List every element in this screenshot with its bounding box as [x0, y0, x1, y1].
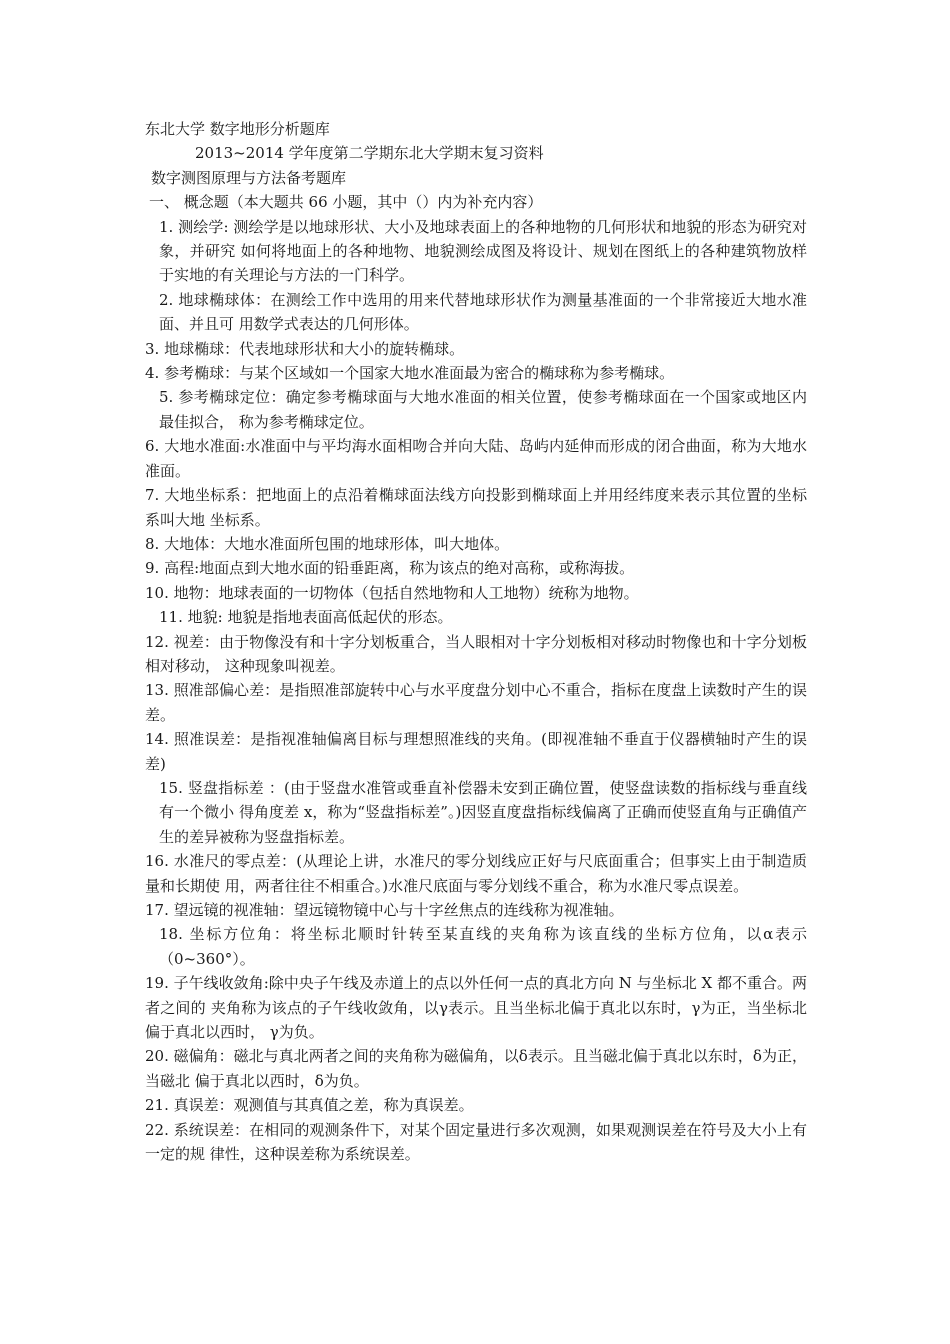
concept-item-1: 1. 测绘学: 测绘学是以地球形状、大小及地球表面上的各种地物的几何形状和地貌的形态为研究对象，并研究 如何将地面上的各种地物、地貌测绘成图及将设计、规划在图纸上的各种建筑物放样于实地的有关理论与方法的一门科学。	[159, 217, 807, 285]
concept-item-16: 16. 水准尺的零点差：(从理论上讲，水准尺的零分划线应正好与尺底面重合；但事实上由于制造质量和长期使 用，两者往往不相重合。)水准尺底面与零分划线不重合，称为水准尺零点误差。	[145, 852, 807, 895]
concept-item-2: 2. 地球椭球体：在测绘工作中选用的用来代替地球形状作为测量基准面的一个非常接近大地水准面、并且可 用数学式表达的几何形体。	[159, 290, 807, 334]
concept-item-10: 10. 地物：地球表面的一切物体（包括自然地物和人工地物）统称为地物。	[145, 583, 639, 602]
concept-item-3: 3. 地球椭球：代表地球形状和大小的旋转椭球。	[145, 339, 465, 358]
concept-item-15: 15. 竖盘指标差 ：(由于竖盘水准管或垂直补偿器未安到正确位置，使竖盘读数的指标线与垂直线有一个微小 得角度差 x，称为“竖盘指标差”。)因竖直度盘指标线偏离了正确而使竖直角与正确值产生的差异被称为竖盘指标差。	[159, 778, 807, 846]
concept-item-13: 13. 照准部偏心差：是指照准部旋转中心与水平度盘分划中心不重合，指标在度盘上读数时产生的误差。	[145, 681, 807, 724]
concept-item-20: 20. 磁偏角：磁北与真北两者之间的夹角称为磁偏角，以δ表示。且当磁北偏于真北以东时，δ为正，当磁北 偏于真北以西时，δ为负。	[145, 1047, 807, 1090]
doc-header-school: 东北大学 数字地形分析题库	[145, 120, 330, 138]
concept-item-12: 12. 视差：由于物像没有和十字分划板重合，当人眼相对十字分划板相对移动时物像也和十字分划板相对移动， 这种现象叫视差。	[145, 632, 807, 675]
concept-item-21: 21. 真误差：观测值与其真值之差，称为真误差。	[145, 1096, 474, 1115]
concept-item-17: 17. 望远镜的视准轴：望远镜物镜中心与十字丝焦点的连线称为视准轴。	[145, 901, 624, 919]
concept-item-22: 22. 系统误差：在相同的观测条件下，对某个固定量进行多次观测，如果观测误差在符号及大小上有一定的规 律性，这种误差称为系统误差。	[145, 1120, 807, 1164]
concept-item-14: 14. 照准误差：是指视准轴偏离目标与理想照准线的夹角。(即视准轴不垂直于仪器横轴时产生的误差)	[145, 730, 807, 773]
document-body	[145, 117, 807, 1166]
section-heading: 一、 概念题（本大题共 66 小题，其中（）内为补充内容）	[149, 193, 543, 212]
concept-item-18: 18. 坐标方位角：将坐标北顺时针转至某直线的夹角称为该直线的坐标方位角，以α表示（0~360°）。	[159, 925, 807, 968]
concept-item-9: 9. 高程:地面点到大地水面的铅垂距离，称为该点的绝对高称，或称海拔。	[145, 559, 635, 578]
concept-item-19: 19. 子午线收敛角:除中央子午线及赤道上的点以外任何一点的真北方向 N 与坐标北 X 都不重合。两者之间的 夹角称为该点的子午线收敛角，以γ表示。且当坐标北偏于真北以东时，γ为正，当坐标北偏于真北以西时， γ为负。	[145, 974, 807, 1042]
concept-item-5: 5. 参考椭球定位：确定参考椭球面与大地水准面的相关位置，使参考椭球面在一个国家或地区内最佳拟合， 称为参考椭球定位。	[159, 388, 807, 431]
concept-item-11: 11. 地貌: 地貌是指地表面高低起伏的形态。	[159, 608, 453, 627]
concept-item-7: 7. 大地坐标系：把地面上的点沿着椭球面法线方向投影到椭球面上并用经纬度来表示其位置的坐标系叫大地 坐标系。	[145, 486, 807, 529]
concept-item-8: 8. 大地体：大地水准面所包围的地球形体，叫大地体。	[145, 534, 510, 553]
concept-item-6: 6. 大地水准面:水准面中与平均海水面相吻合并向大陆、岛屿内延伸而形成的闭合曲面，称为大地水准面。	[145, 437, 807, 480]
doc-header-subject: 数字测图原理与方法备考题库	[151, 168, 347, 187]
concept-item-4: 4. 参考椭球：与某个区域如一个国家大地水准面最为密合的椭球称为参考椭球。	[145, 364, 675, 383]
doc-header-term: 2013~2014 学年度第二学期东北大学期末复习资料	[195, 144, 544, 163]
